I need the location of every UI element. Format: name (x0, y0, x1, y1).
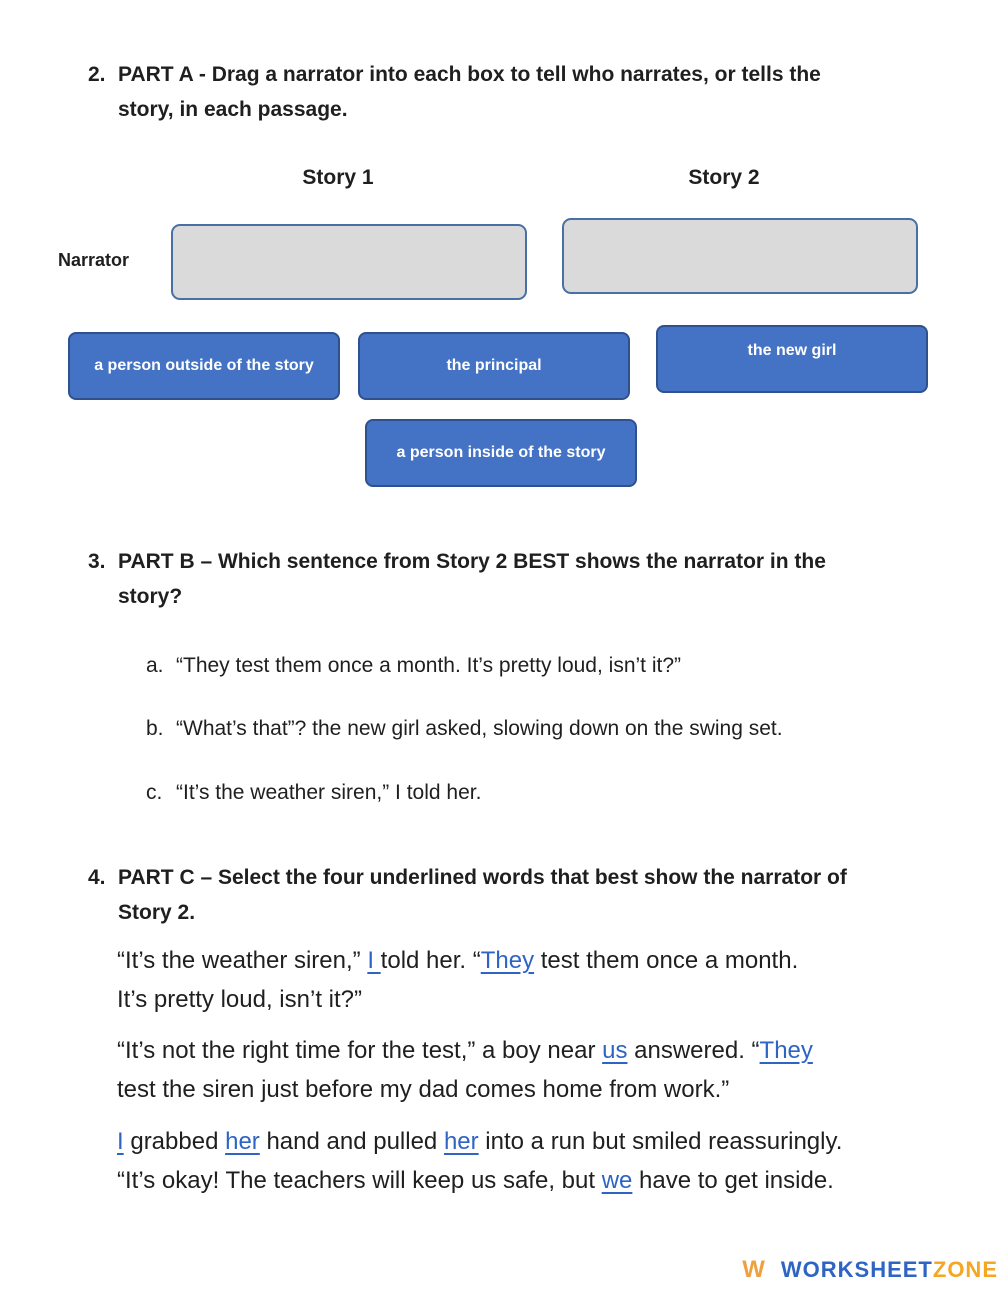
passage-text: test the siren just before my dad comes home from work.” (117, 1076, 730, 1103)
passage-text: “It’s okay! The teachers will keep us safe, but (117, 1167, 602, 1194)
worksheetzone-logo-icon (742, 1256, 765, 1284)
answer-option-b[interactable] (146, 715, 783, 743)
question-2-title (88, 57, 821, 127)
answer-option-c[interactable] (146, 779, 481, 807)
passage-text: hand and pulled (259, 1128, 444, 1155)
logo-letter: W (742, 1256, 765, 1283)
passage-text: told her. “ (380, 947, 481, 974)
option-label: a. (146, 654, 164, 677)
passage-text: test them once a month. (534, 947, 799, 974)
passage-text: answered. “ (627, 1037, 760, 1064)
selectable-word[interactable]: we (601, 1167, 633, 1194)
passage-text: grabbed (123, 1128, 226, 1155)
draggable-choice[interactable]: the principal (358, 332, 630, 400)
selectable-word[interactable]: us (602, 1037, 628, 1064)
worksheetzone-watermark (742, 1256, 998, 1284)
brand-main: WORKSHEET (780, 1257, 933, 1282)
drop-box-story-1[interactable] (171, 224, 527, 300)
question-text-line-1: PART C – Select the four underlined words that best show the narrator of (118, 866, 847, 889)
drop-box-story-2[interactable] (562, 218, 918, 294)
question-text-line-1: PART A - Drag a narrator into each box to tell who narrates, or tells the (118, 63, 821, 86)
question-4-title (88, 860, 847, 930)
selectable-word[interactable]: her (225, 1128, 260, 1155)
option-text: “What’s that”? the new girl asked, slowing down on the swing set. (176, 717, 783, 740)
passage-paragraph-1 (117, 941, 957, 1019)
passage-text: into a run but smiled reassuringly. (478, 1128, 843, 1155)
question-number: 2. (88, 63, 106, 86)
brand-accent: ZONE (932, 1257, 998, 1282)
passage-paragraph-2 (117, 1031, 957, 1109)
option-label: b. (146, 717, 164, 740)
brand-name (781, 1257, 998, 1283)
question-text-line-1: PART B – Which sentence from Story 2 BEST shows the narrator in the (118, 550, 826, 573)
question-number: 4. (88, 866, 106, 889)
selectable-word[interactable]: her (443, 1128, 479, 1155)
passage-text: “It’s not the right time for the test,” a boy near (117, 1037, 603, 1064)
option-label: c. (146, 781, 163, 804)
question-number: 3. (88, 550, 106, 573)
option-text: “They test them once a month. It’s pretty loud, isn’t it?” (176, 654, 682, 677)
draggable-choice[interactable]: a person outside of the story (68, 332, 340, 400)
selectable-word[interactable]: I (117, 1128, 124, 1155)
column-header-story-1: Story 1 (302, 166, 374, 189)
passage-text: It’s pretty loud, isn’t it?” (117, 986, 362, 1013)
passage-paragraph-3 (117, 1122, 957, 1200)
question-3-title (88, 544, 826, 614)
option-text: “It’s the weather siren,” I told her. (176, 781, 482, 804)
draggable-choice[interactable]: a person inside of the story (365, 419, 637, 487)
selectable-word[interactable]: They (759, 1037, 813, 1064)
column-header-story-2: Story 2 (688, 166, 760, 189)
question-text-line-2: Story 2. (118, 901, 196, 924)
question-text-line-2: story, in each passage. (118, 98, 348, 121)
answer-option-a[interactable] (146, 652, 681, 680)
question-text-line-2: story? (118, 585, 183, 608)
selectable-word[interactable]: I (367, 947, 381, 974)
draggable-choice[interactable]: the new girl (656, 325, 928, 393)
passage-text: “It’s the weather siren,” (117, 947, 368, 974)
row-label-narrator: Narrator (58, 250, 130, 270)
selectable-word[interactable]: They (480, 947, 535, 974)
passage-text: have to get inside. (632, 1167, 834, 1194)
